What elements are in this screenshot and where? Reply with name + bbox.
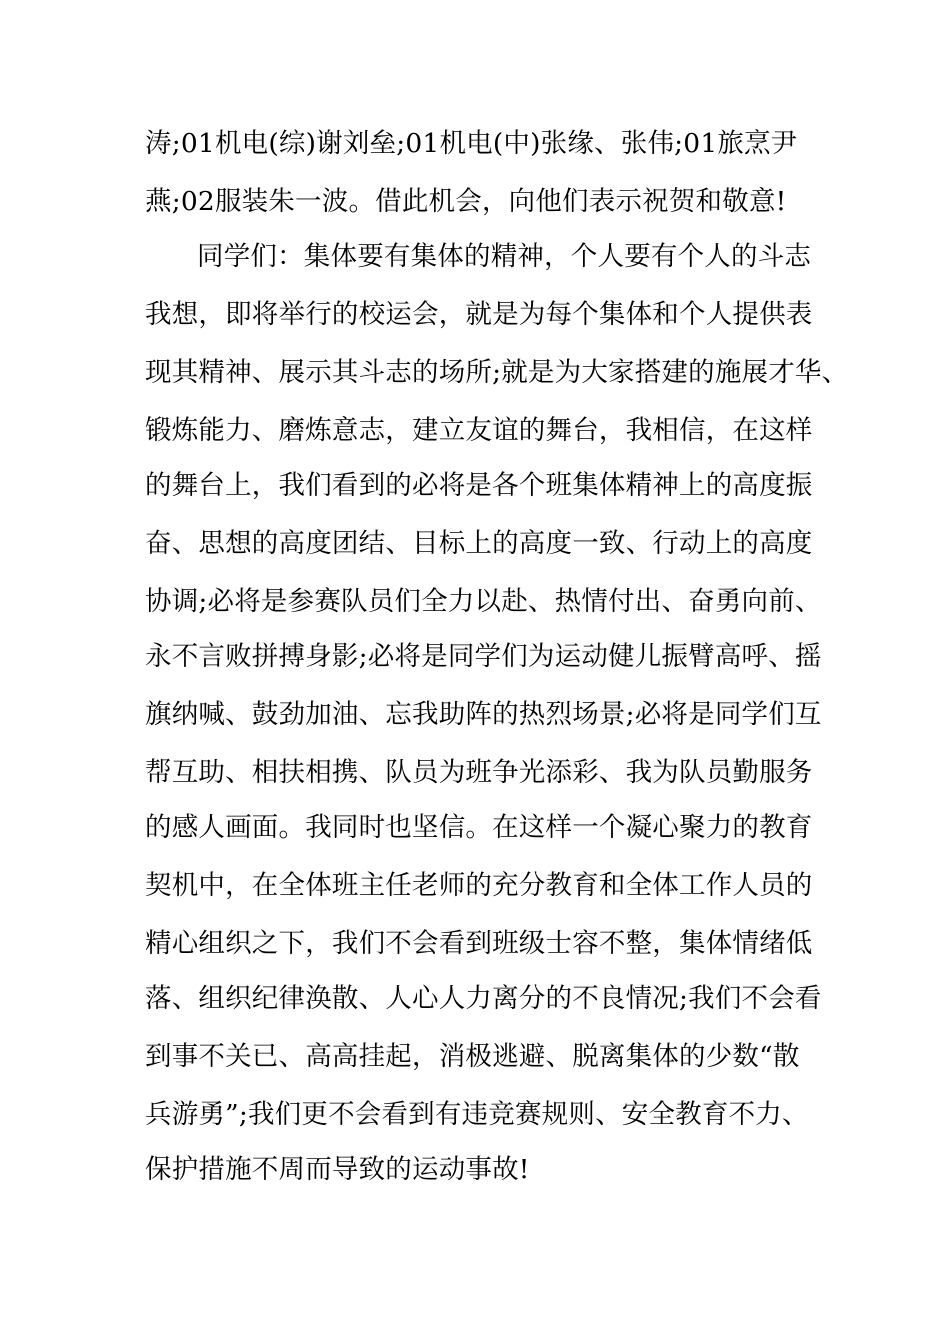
text-line: 保护措施不周而导致的运动事故!	[145, 1154, 530, 1185]
text-line: 永不言败拼搏身影;必将是同学们为运动健儿振臂高呼、摇	[145, 641, 822, 672]
text-line: 协调;必将是参赛队员们全力以赴、热情付出、奋勇向前、	[145, 586, 822, 617]
text-line: 的舞台上，我们看到的必将是各个班集体精神上的高度振	[145, 470, 813, 501]
text-line: 旗纳喊、鼓劲加油、忘我助阵的热烈场景;必将是同学们互	[145, 699, 822, 730]
text-line: 奋、思想的高度团结、目标上的高度一致、行动上的高度	[145, 528, 813, 559]
text-line: 帮互助、相扶相携、队员为班争光添彩、我为队员勤服务	[145, 757, 813, 788]
text-line: 精心组织之下，我们不会看到班级士容不整，集体情绪低	[145, 928, 813, 959]
paragraph-first-line: 同学们：集体要有集体的精神，个人要有个人的斗志	[197, 241, 812, 272]
text-line: 兵游勇”;我们更不会看到有违竞赛规则、安全教育不力、	[145, 1099, 809, 1130]
text-line: 现其精神、展示其斗志的场所;就是为大家搭建的施展才华、	[145, 357, 849, 388]
text-line: 落、组织纪律涣散、人心人力离分的不良情况;我们不会看	[145, 983, 822, 1014]
text-line: 锻炼能力、磨炼意志，建立友谊的舞台，我相信，在这样	[145, 415, 813, 446]
text-line: 我想，即将举行的校运会，就是为每个集体和个人提供表	[145, 299, 813, 330]
text-line: 的感人画面。我同时也坚信。在这样一个凝心聚力的教育	[145, 812, 813, 843]
text-line: 契机中，在全体班主任老师的充分教育和全体工作人员的	[145, 870, 813, 901]
text-line: 燕;02服装朱一波。借此机会，向他们表示祝贺和敬意!	[145, 186, 787, 217]
text-line: 涛;01机电(综)谢刘垒;01机电(中)张缘、张伟;01旅烹尹	[145, 128, 798, 159]
text-line: 到事不关已、高高挂起，消极逃避、脱离集体的少数“散	[145, 1041, 800, 1072]
